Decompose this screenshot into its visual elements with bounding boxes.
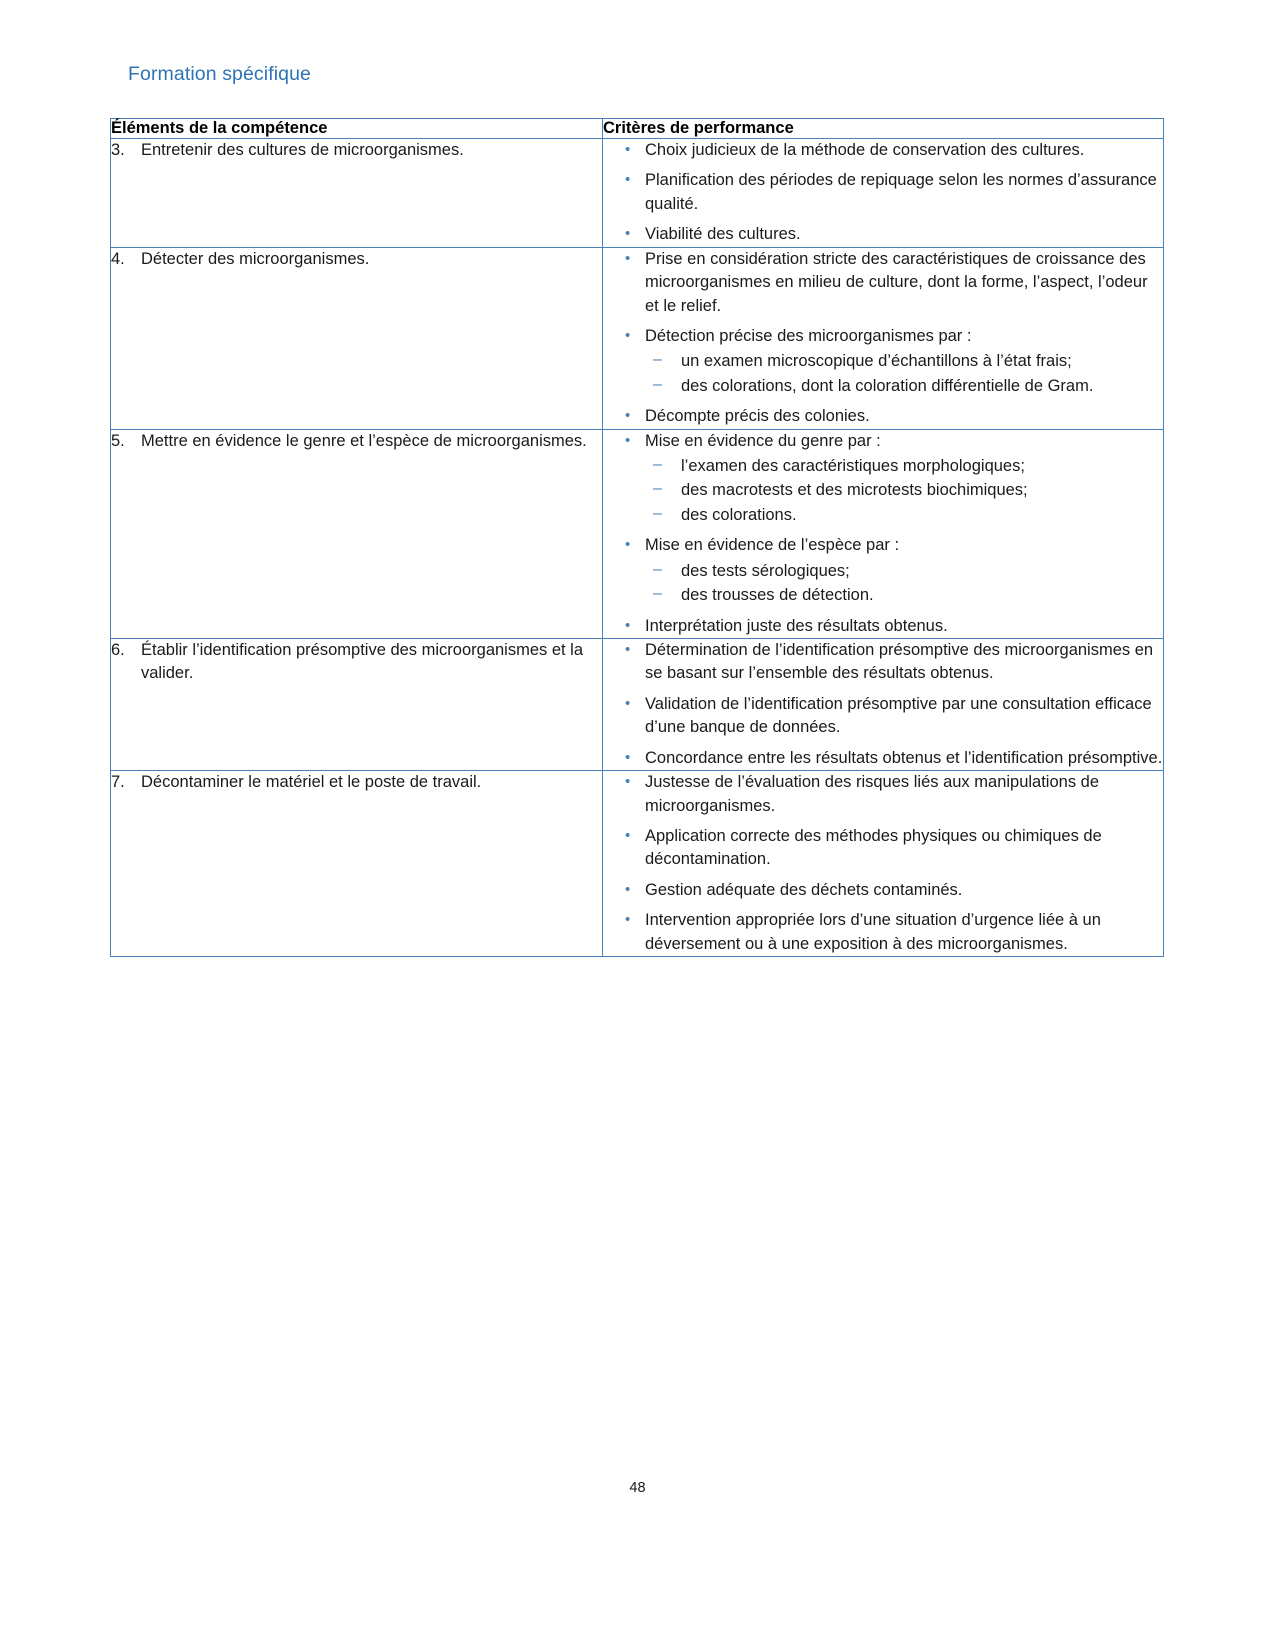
sub-criterion-item (645, 504, 1163, 527)
criteria-list (603, 771, 1163, 956)
criterion-text: Détection précise des microorganismes par : (645, 326, 972, 345)
bullet-icon: • (625, 171, 631, 189)
criterion-item (603, 325, 1163, 398)
element-text: Mettre en évidence le genre et l’espèce de microorganismes. (141, 431, 587, 450)
performance-criteria-cell (603, 247, 1164, 429)
bullet-icon: • (625, 880, 631, 898)
criterion-item (603, 909, 1163, 956)
bullet-icon: • (625, 225, 631, 243)
criterion-text: Décompte précis des colonies. (645, 407, 870, 426)
criterion-text: Validation de l’identification présomptive par une consultation efficace d’une banque de données. (645, 694, 1152, 737)
criterion-text: Intervention appropriée lors d’une situation d’urgence liée à un déversement ou à une exposition à des microorganismes. (645, 911, 1101, 953)
sub-criteria-list (645, 455, 1163, 527)
sub-criterion-item (645, 584, 1163, 607)
competency-element-cell (111, 139, 603, 248)
competency-element-cell (111, 639, 603, 771)
bullet-icon: • (625, 326, 631, 344)
criterion-text: Justesse de l’évaluation des risques liés aux manipulations de microorganismes. (645, 773, 1100, 815)
bullet-icon: • (625, 536, 631, 554)
element-text: Établir l’identification présomptive des microorganismes et la valider. (141, 641, 584, 683)
sub-criterion-text: des colorations, dont la coloration différentielle de Gram. (681, 376, 1094, 395)
criterion-item (603, 693, 1163, 740)
sub-criterion-item (645, 375, 1163, 398)
dash-icon: – (653, 480, 662, 498)
criterion-item (603, 639, 1163, 686)
sub-criteria-list (645, 350, 1163, 398)
competency-element-cell (111, 429, 603, 638)
criteria-list (603, 430, 1163, 638)
sub-criterion-item (645, 479, 1163, 502)
dash-icon: – (653, 456, 662, 474)
sub-criterion-item (645, 560, 1163, 583)
criterion-item (603, 405, 1163, 428)
criterion-item (603, 169, 1163, 216)
dash-icon: – (653, 375, 662, 393)
element-number: 5. (111, 431, 125, 450)
bullet-icon: • (625, 616, 631, 634)
column-header-criteria: Critères de performance (603, 119, 1164, 139)
table-row (111, 771, 1164, 957)
criteria-list (603, 639, 1163, 770)
criterion-item (603, 248, 1163, 318)
table-row (111, 139, 1164, 248)
column-header-elements: Éléments de la compétence (111, 119, 603, 139)
table-header-row (111, 119, 1164, 139)
criterion-item (603, 825, 1163, 872)
performance-criteria-cell (603, 139, 1164, 248)
table-row (111, 429, 1164, 638)
criterion-item (603, 139, 1163, 162)
criterion-text: Mise en évidence du genre par : (645, 431, 881, 450)
criterion-item (603, 771, 1163, 818)
criterion-item (603, 430, 1163, 528)
sub-criterion-text: des macrotests et des microtests biochimiques; (681, 481, 1028, 500)
element-text: Détecter des microorganismes. (141, 249, 370, 268)
sub-criterion-item (645, 350, 1163, 373)
element-number: 7. (111, 773, 125, 792)
bullet-icon: • (625, 141, 631, 158)
criterion-text: Gestion adéquate des déchets contaminés. (645, 880, 963, 899)
dash-icon: – (653, 585, 662, 603)
bullet-icon: • (625, 773, 631, 791)
criterion-item (603, 534, 1163, 607)
criterion-item (603, 879, 1163, 902)
sub-criterion-text: des tests sérologiques; (681, 561, 850, 580)
criterion-item (603, 747, 1163, 770)
page-number: 48 (629, 1480, 646, 1496)
element-text: Décontaminer le matériel et le poste de travail. (141, 773, 482, 792)
bullet-icon: • (625, 641, 631, 659)
sub-criterion-text: des colorations. (681, 505, 797, 524)
performance-criteria-cell (603, 429, 1164, 638)
competency-element-cell (111, 771, 603, 957)
sub-criterion-text: un examen microscopique d’échantillons à l’état frais; (681, 352, 1072, 371)
competency-element-cell (111, 247, 603, 429)
criterion-item (603, 223, 1163, 246)
performance-criteria-cell (603, 771, 1164, 957)
element-text: Entretenir des cultures de microorganismes. (141, 141, 464, 159)
sub-criterion-text: des trousses de détection. (681, 586, 874, 605)
element-number: 6. (111, 641, 125, 660)
bullet-icon: • (625, 407, 631, 425)
bullet-icon: • (625, 748, 631, 766)
competency-table (110, 118, 1164, 957)
element-number: 4. (111, 249, 125, 268)
page-header-title: Formation spécifique (128, 63, 312, 85)
sub-criterion-text: l’examen des caractéristiques morphologiques; (681, 457, 1025, 476)
criterion-text: Mise en évidence de l’espèce par : (645, 536, 900, 555)
bullet-icon: • (625, 694, 631, 712)
criterion-text: Détermination de l’identification présomptive des microorganismes en se basant sur l’ensemble des résultats obtenus. (645, 641, 1154, 683)
criterion-text: Prise en considération stricte des caractéristiques de croissance des microorganismes en milieu de culture, dont la forme, l’aspect, l’odeur et le relief. (645, 249, 1148, 315)
criterion-item (603, 615, 1163, 638)
dash-icon: – (653, 560, 662, 578)
dash-icon: – (653, 504, 662, 522)
criterion-text: Planification des périodes de repiquage selon les normes d’assurance qualité. (645, 171, 1157, 213)
criterion-text: Choix judicieux de la méthode de conservation des cultures. (645, 141, 1085, 159)
bullet-icon: • (625, 826, 631, 844)
dash-icon: – (653, 351, 662, 369)
bullet-icon: • (625, 911, 631, 929)
sub-criterion-item (645, 455, 1163, 478)
table-body (111, 139, 1164, 957)
criterion-text: Interprétation juste des résultats obtenus. (645, 616, 948, 635)
performance-criteria-cell (603, 639, 1164, 771)
bullet-icon: • (625, 249, 631, 267)
criteria-list (603, 139, 1163, 247)
criterion-text: Application correcte des méthodes physiques ou chimiques de décontamination. (645, 826, 1102, 869)
table-row (111, 639, 1164, 771)
bullet-icon: • (625, 431, 631, 449)
element-number: 3. (111, 141, 125, 159)
criterion-text: Concordance entre les résultats obtenus et l’identification présomptive. (645, 748, 1163, 767)
table-row (111, 247, 1164, 429)
criterion-text: Viabilité des cultures. (645, 225, 801, 244)
sub-criteria-list (645, 560, 1163, 608)
criteria-list (603, 248, 1163, 429)
